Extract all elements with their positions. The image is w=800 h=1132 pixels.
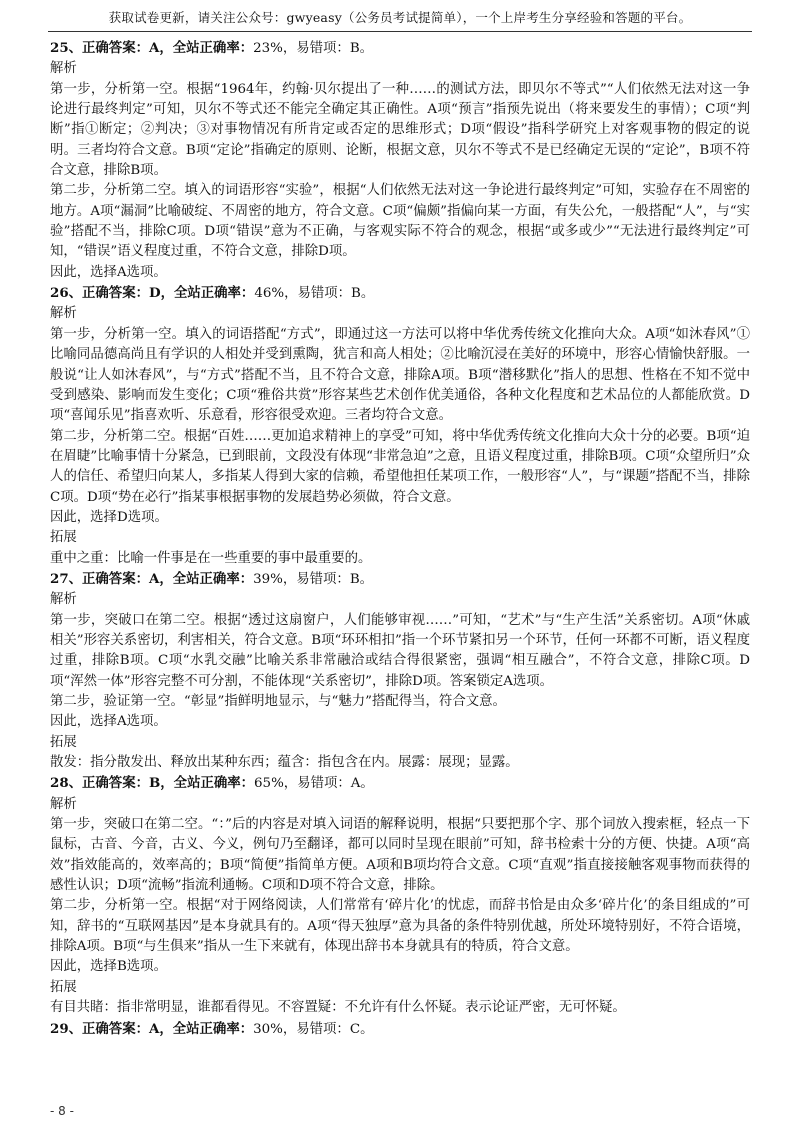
analysis-paragraph: 第一步，分析第一空。根据“1964年，约翰·贝尔提出了一种……的测试方法，即贝尔不等式”“人们依然无法对这一争论进行最终判定”可知，贝尔不等式还不能完全确定其正确性。A项“预言”指预先说出（将来要发生的事情）；C项“判断”指①断定；②判决；③对事物情况有所肯定或否定的思维形式；D项“假设”指科学研究上对客观事物的假定的说明。三者均符合文意。B项“定论”指确定的原则、论断，根据文意，贝尔不等式不是已经确定无误的“定论”，B项不符合文意，排除B项。 [50,81,750,179]
answer-accuracy: 39%，易错项：B。 [253,571,374,587]
section-heading: 拓展 [50,734,77,750]
analysis-conclusion: 因此，选择B选项。 [50,959,167,975]
section-heading: 解析 [50,592,77,608]
answer-line [50,569,750,590]
analysis-paragraph: 第二步，分析第二空。填入的词语形容“实验”，根据“人们依然无法对这一争论进行最终判定”可知，实验存在不周密的地方。A项“漏洞”比喻破绽、不周密的地方，符合文意。C项“偏颇”指偏向某一方面，有失公允，一般搭配“人”，与“实验”搭配不当，排除C项。D项“错误”意为不正确，与客观实际不符合的观念，根据“或多或少”“无法进行最终判定”可知，“错误”语义程度过重，不符合文意，排除D项。 [50,183,750,260]
analysis-paragraph: 第一步，突破口在第二空。“：”后的内容是对填入词语的解释说明，根据“只要把那个字、那个词放入搜索框，轻点一下鼠标，古音、今音，古义、今义，例句乃至翻译，都可以同时呈现在眼前”可知，辞书检索十分的方便、快捷。A项“高效”指效能高的，效率高的；B项“简便”指简单方便。A项和B项均符合文意。C项“直观”指直接接触客观事物而获得的感性认识；D项“流畅”指流利通畅。C项和D项不符合文意，排除。 [50,817,750,894]
analysis-conclusion: 因此，选择D选项。 [50,509,168,525]
answer-line [50,38,750,59]
section-heading: 解析 [50,796,77,812]
section-heading: 解析 [50,306,77,322]
analysis-conclusion: 因此，选择A选项。 [50,264,167,280]
answer-accuracy: 65%，易错项：A。 [254,776,374,792]
analysis-paragraph: 第二步，验证第一空。“彰显”指鲜明地显示，与“魅力”搭配得当，符合文意。 [50,694,506,709]
answer-explanations [50,38,750,1040]
header-banner: 获取试卷更新，请关注公众号：gwyeasy（公务员考试提简单），一个上岸考生分享经验和答题的平台。 [108,10,692,25]
section-heading: 解析 [50,61,77,77]
analysis-paragraph: 第一步，分析第一空。填入的词语搭配“方式”，即通过这一方法可以将中华优秀传统文化推向大众。A项“如沐春风”①比喻同品德高尚且有学识的人相处并受到熏陶，犹言和高人相处；②比喻沉浸在美好的环境中，形容心情愉快舒服。一般说“让人如沐春风”，与“方式”搭配不当，且不符合文意，排除A项。B项“潜移默化”指人的思想、性格在不知不觉中受到感染、影响而发生变化；C项“雅俗共赏”形容某些艺术创作优美通俗，各种文化程度和艺术品位的人都能欣赏。D项“喜闻乐见”指喜欢听、乐意看，形容很受欢迎。三者均符合文意。 [50,326,750,424]
answer-label: 25、正确答案：A，全站正确率： [50,40,254,56]
answer-line [50,283,750,304]
analysis-conclusion: 因此，选择A选项。 [50,714,167,730]
extension-paragraph: 散发：指分散发出、释放出某种东西；蕴含：指包含在内。展露：展现；显露。 [50,755,519,771]
answer-label: 29、正确答案：A，全站正确率： [50,1020,254,1037]
page-number: - 8 - [50,1104,74,1118]
answer-accuracy: 46%，易错项：B。 [254,286,375,302]
analysis-paragraph: 第一步，突破口在第二空。根据“透过这扇窗户，人们能够审视……”可知，“艺术”与“生产生活”关系密切。A项“休戚相关”形容关系密切，利害相关，符合文意。B项“环环相扣”指一个环节紧扣另一个环节，任何一环都不可断，语义程度过重，排除B项。C项“水乳交融”比喻关系非常融洽或结合得很紧密，强调“相互融合”，不符合文意，排除C项。D项“浑然一体”形容完整不可分割，不能体现“关系密切”，排除D项。答案锁定A选项。 [50,612,750,689]
section-heading: 拓展 [50,979,77,995]
answer-accuracy: 23%，易错项：B。 [253,41,374,56]
analysis-paragraph: 第二步，分析第二空。根据“百姓……更加追求精神上的享受”可知，将中华优秀传统文化推向大众十分的必要。B项“迫在眉睫”比喻事情十分紧急，已到眼前，文段没有体现“非常急迫”之意，且语义程度过重，排除B项。C项“众望所归”众人的信任、希望归向某人，多指某人得到大家的信赖，希望他担任某项工作，一般形容“人”，与“课题”搭配不当，排除C项。D项“势在必行”指某事根据事物的发展趋势必须做，符合文意。 [50,428,750,505]
analysis-paragraph: 第二步，分析第一空。根据“对于网络阅读，人们常常有‘碎片化’的忧虑，而辞书恰是由众多‘碎片化’的条目组成的”可知，辞书的“互联网基因”是本身就具有的。A项“得天独厚”意为具备的条件特别优越，所处环境特别好，不符合语境，排除A项。B项“与生俱来”指从一生下来就有，体现出辞书本身就具有的特质，符合文意。 [50,898,750,955]
extension-paragraph: 重中之重：比喻一件事是在一些重要的事中最重要的。 [50,550,372,566]
answer-label: 27、正确答案：A，全站正确率： [50,570,254,587]
extension-paragraph: 有目共睹：指非常明显，谁都看得见。不容置疑：不允许有什么怀疑。表示论证严密，无可怀疑。 [50,1000,626,1016]
answer-line [50,773,750,794]
answer-accuracy: 30%，易错项：C。 [253,1021,374,1037]
header-divider [48,31,752,32]
section-heading: 拓展 [50,530,77,546]
answer-label: 28、正确答案：B，全站正确率： [50,775,255,792]
answer-line [50,1019,750,1040]
answer-label: 26、正确答案：D，全站正确率： [50,285,255,302]
